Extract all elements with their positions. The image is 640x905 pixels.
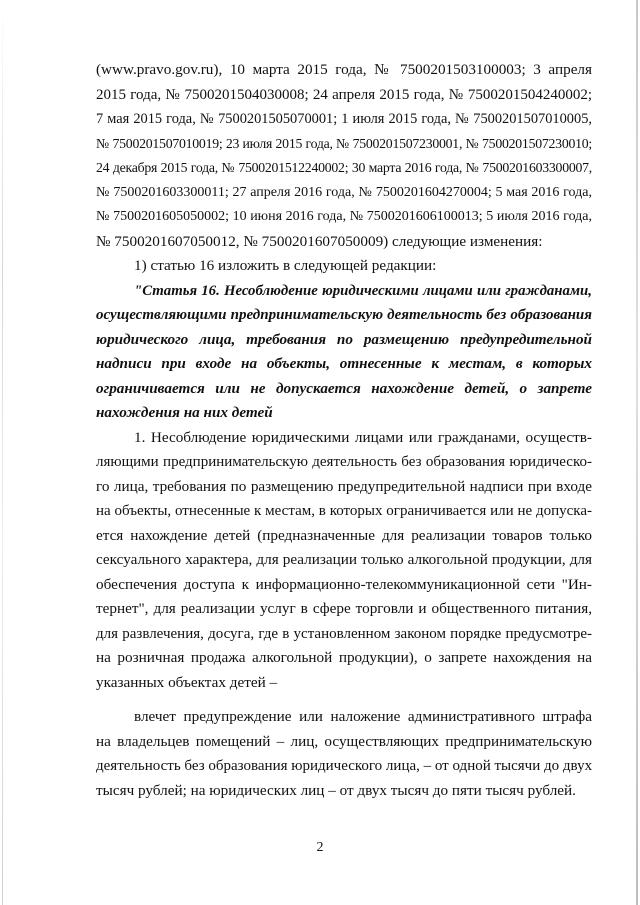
text-line: 1) статью 16 изложить в следующей редакции: — [134, 257, 437, 274]
text-line: указанных объектах детей – — [96, 673, 278, 691]
text-line: ется нахождение детей (предназначенные для реализации товаров только — [96, 526, 592, 544]
article-heading-line: ограничивается или не допускается нахождение детей, о запрете — [96, 379, 592, 397]
text-line: го лица, требования по размещению предупредительной надписи при входе — [96, 477, 592, 495]
text-line: 2015 года, № 7500201504030008; 24 апреля 2015 года, № 7500201504240002; — [96, 86, 592, 103]
text-line: для развлечения, досуга, где в установленном законом порядке предусмотре- — [96, 625, 592, 642]
text-line: сексуального характера, для реализации только алкогольной продукции, для — [96, 551, 592, 568]
text-line: на розничная продажа алкогольной продукции), о запрете нахождения на — [96, 649, 592, 666]
text-line: № 7500201603300011; 27 апреля 2016 года, № 7500201604270004; 5 мая 2016 года, — [96, 184, 592, 200]
scan-edge-right — [636, 0, 638, 905]
text-line: № 7500201507010019; 23 июля 2015 года, № 7500201507230001, № 7500201507230010; — [96, 135, 592, 151]
scan-edge-left — [2, 0, 3, 905]
article-heading-line: "Статья 16. Несоблюдение юридическими лицами или гражданами, — [134, 282, 592, 299]
article-heading-line: надписи при входе на объекты, отнесенные к местам, в которых — [96, 355, 592, 372]
text-line: обеспечения доступа к информационно-телекоммуникационной сети "Ин- — [96, 575, 592, 593]
text-line: тернет", для реализации услуг в сфере торговли и общественного питания, — [96, 600, 592, 617]
text-line: 24 декабря 2015 года, № 7500201512240002; 30 марта 2016 года, № 7500201603300007, — [96, 160, 592, 175]
text-line: тысяч рублей; на юридических лиц – от двух тысяч до пяти тысяч рублей. — [96, 781, 576, 799]
text-line: № 7500201605050002; 10 июня 2016 года, № 7500201606100013; 5 июля 2016 года, — [96, 209, 592, 224]
text-line: ляющими предпринимательскую деятельность без образования юридическо- — [96, 454, 592, 470]
text-line: влечет предупреждение или наложение административного штрафа — [134, 708, 592, 725]
text-line: № 7500201607050012, № 7500201607050009) следующие изменения: — [96, 232, 543, 250]
paragraph-gap — [96, 695, 592, 705]
text-line: 1. Несоблюдение юридическими лицами или гражданами, осуществ- — [134, 428, 592, 446]
article-heading-line: осуществляющими предпринимательскую деятельность без образования — [96, 307, 592, 323]
text-line: на владельцев помещений – лиц, осуществляющих предпринимательскую — [96, 732, 592, 750]
document-body — [96, 58, 592, 803]
text-line: на объекты, отнесенные к местам, в которых ограничивается или не допуска- — [96, 503, 592, 519]
text-line: 7 мая 2015 года, № 7500201505070001; 1 июля 2015 года, № 7500201507010005, — [96, 111, 592, 127]
text-line: деятельность без образования юридического лица, – от одной тысячи до двух — [96, 758, 593, 774]
article-heading-line: нахождения на них детей — [96, 404, 273, 421]
text-line: (www.pravo.gov.ru), 10 марта 2015 года, № 7500201503100003; 3 апреля — [96, 61, 592, 78]
page-number: 2 — [316, 840, 324, 855]
article-heading-line: юридического лица, требования по размещению предупредительной — [96, 330, 592, 348]
